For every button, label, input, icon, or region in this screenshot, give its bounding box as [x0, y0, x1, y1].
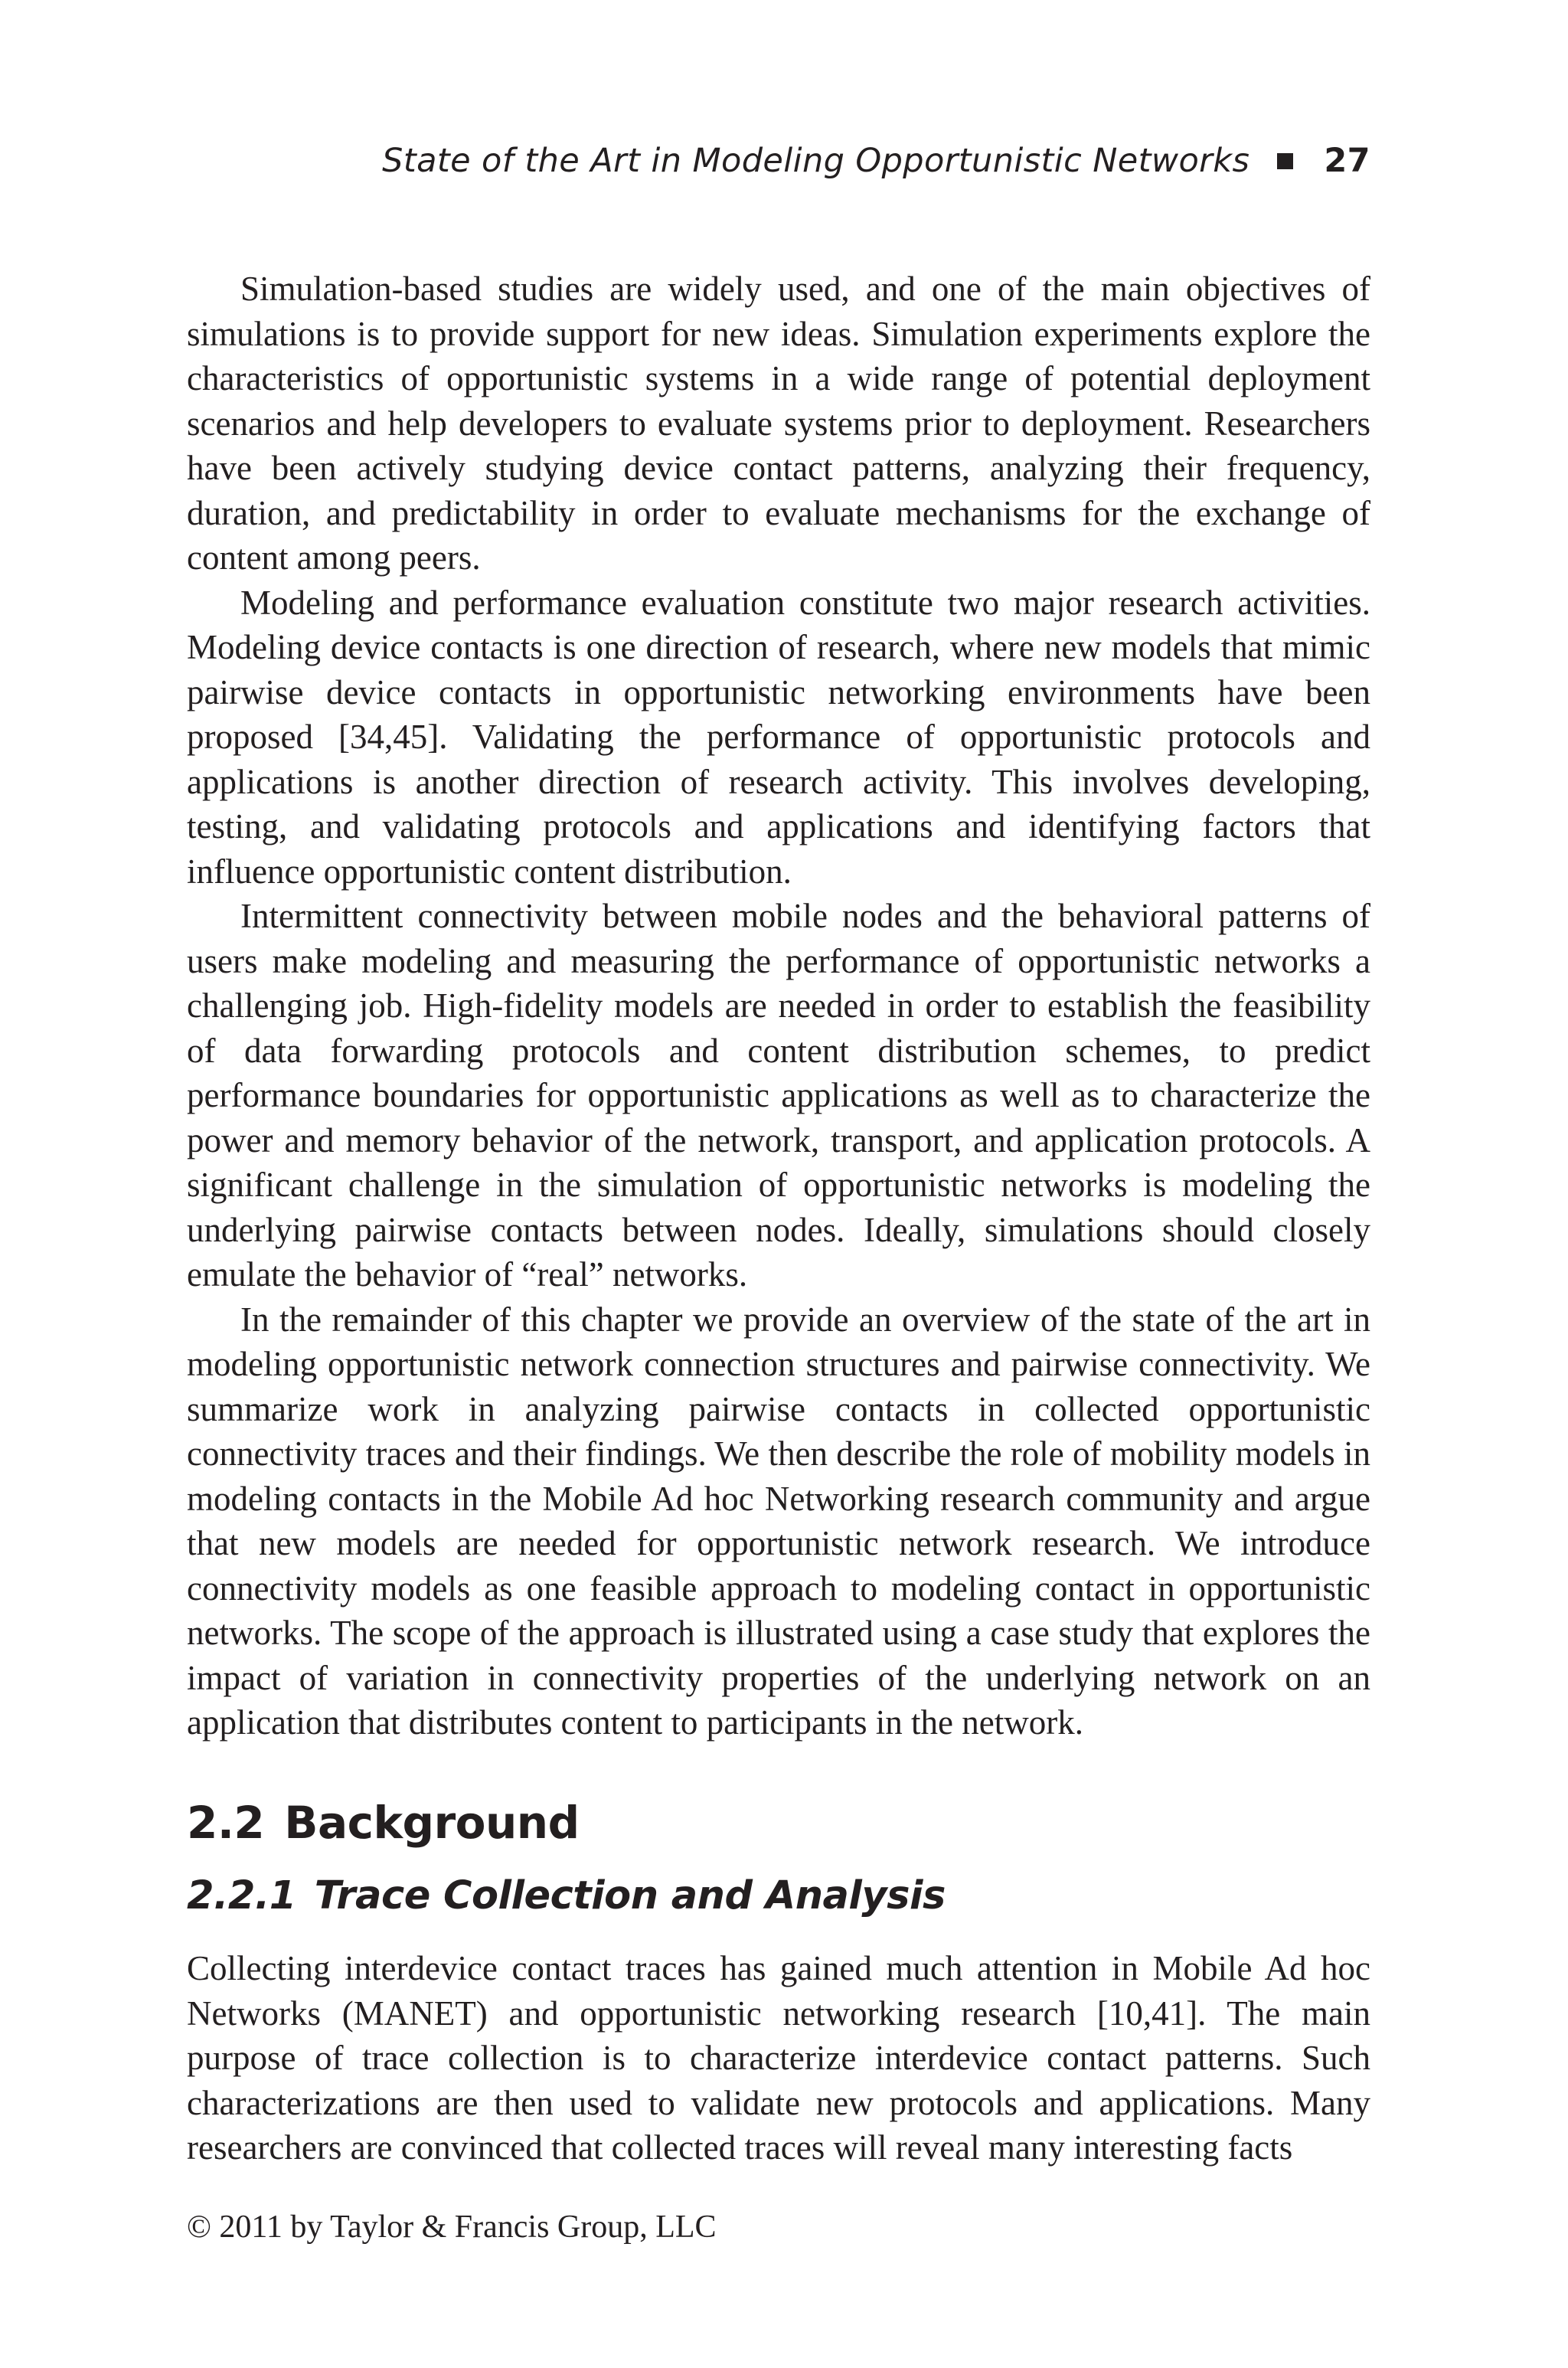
subsection-heading [187, 1869, 946, 1924]
paragraph-simulation-studies: Simulation-based studies are widely used, and one of the main objectives of simulations is to provide support for new ideas. Simulation experiments explore the characteristics of opportunistic systems in a wide range of potential deployment scenarios and help developers to evaluate systems prior to deployment. Researchers have been actively studying device contact patterns, analyzing their frequency, duration, and predictability in order to evaluate mechanisms for the exchange of content among peers. [187, 270, 1370, 577]
section-heading [187, 1792, 580, 1853]
paragraph-chapter-overview: In the remainder of this chapter we provide an overview of the state of the art in modeling opportunistic network connection structures and pairwise connectivity. We summarize work in analyzing pairwise contacts in collected opportunistic connectivity traces and their findings. We then describe the role of mobility models in modeling contacts in the Mobile Ad hoc Networking research community and argue that new models are needed for opportunistic network research. We introduce connectivity models as one feasible approach to modeling contact in opportunistic networks. The scope of the approach is illustrated using a case study that explores the impact of variation in connectivity properties of the underlying network on an application that distributes content to participants in the network. [187, 1300, 1370, 1742]
section-title: Background [284, 1797, 580, 1849]
paragraph-intermittent-connectivity: Intermittent connectivity between mobile nodes and the behavioral patterns of users make modeling and measuring the performance of opportunistic networks a challenging job. High-fidelity models are needed in order to establish the feasibility of data forwarding protocols and content distribution schemes, to predict performance boundaries for opportunistic applications as well as to characterize the power and memory behavior of the network, transport, and application protocols. A significant challenge in the simulation of opportunistic networks is modeling the underlying pairwise contacts between nodes. Ideally, simulations should closely emulate the behavior of “real” networks. [187, 897, 1370, 1294]
paragraph-trace-collection: Collecting interdevice contact traces has gained much attention in Mobile Ad hoc Networks (MANET) and opportunistic networking research [10,41]. The main purpose of trace collection is to characterize interdevice contact patterns. Such characterizations are then used to validate new protocols and applications. Many researchers are convinced that collected traces will reveal many interesting facts [187, 1949, 1370, 2167]
page-number: 27 [1324, 142, 1370, 180]
subsection-title: Trace Collection and Analysis [314, 1873, 946, 1918]
copyright-notice: © 2011 by Taylor & Francis Group, LLC [187, 2209, 717, 2245]
running-head-title: State of the Art in Modeling Opportunistic Networks [382, 142, 1250, 180]
paragraph-modeling-evaluation: Modeling and performance evaluation constitute two major research activities. Modeling device contacts is one direction of research, where new models that mimic pairwise device contacts in opportunistic networking environments have been proposed [34,45]. Validating the performance of opportunistic protocols and applications is another direction of research activity. This involves developing, testing, and validating protocols and applications and identifying factors that influence opportunistic content distribution. [187, 583, 1370, 891]
section-text [187, 1946, 1370, 2170]
subsection-number: 2.2.1 [187, 1873, 296, 1918]
book-page [187, 0, 1370, 2368]
running-head [382, 136, 1370, 185]
section-number: 2.2 [187, 1797, 265, 1849]
body-text [187, 267, 1370, 1745]
square-bullet-icon [1277, 153, 1293, 169]
